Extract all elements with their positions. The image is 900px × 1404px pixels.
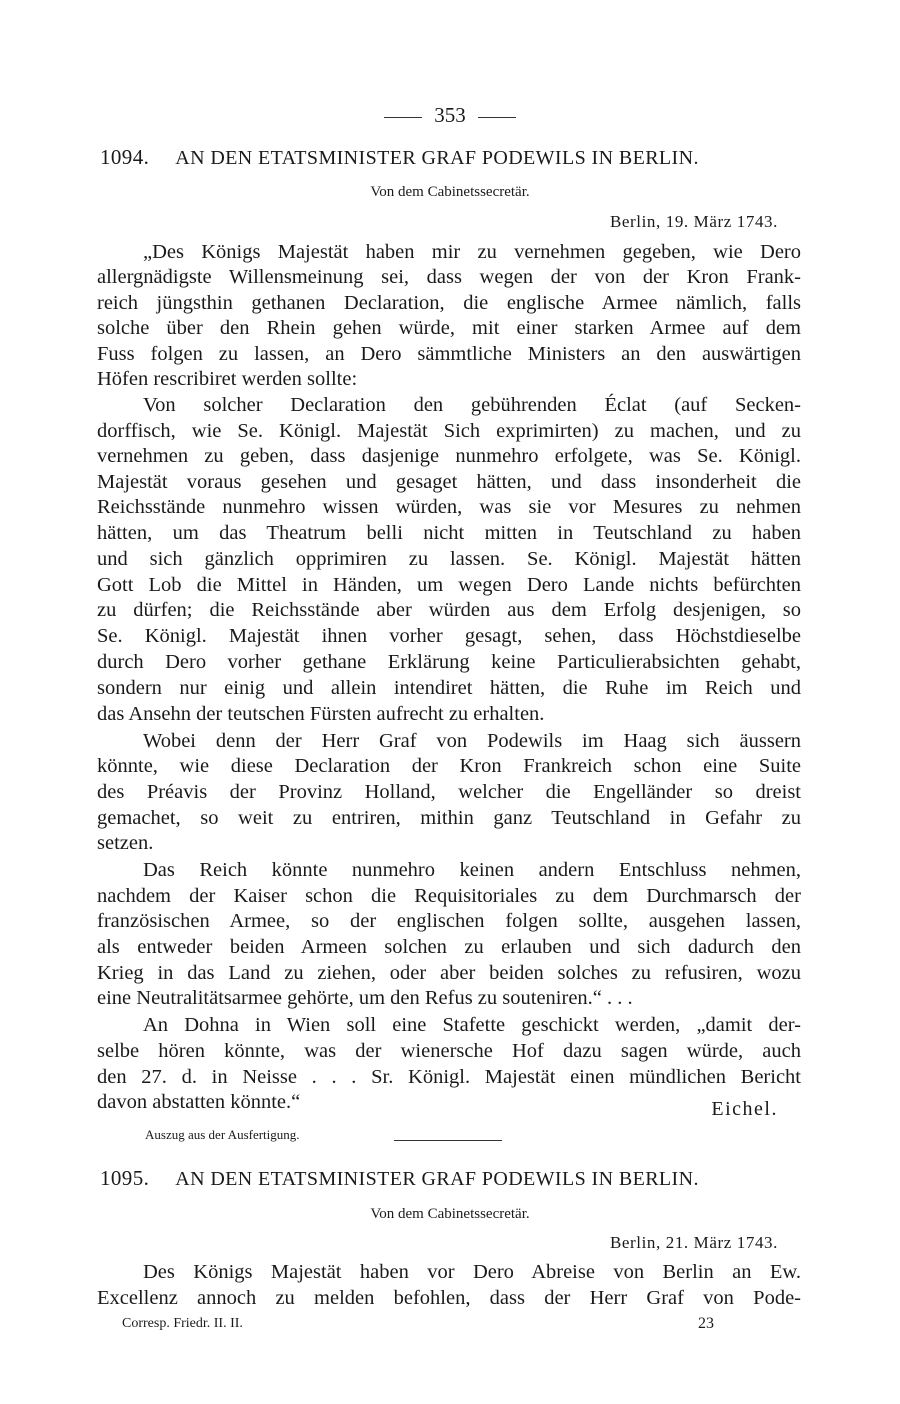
body-line: Krieg in das Land zu ziehen, oder aber beiden solches zu refusiren, wozu [97,962,801,984]
letter-title: AN DEN ETATSMINISTER GRAF PODEWILS IN BERLIN. [175,147,699,169]
body-line: „Des Königs Majestät haben mir zu vernehmen gegeben, wie Dero [143,241,801,263]
footer-signature-mark: Corresp. Friedr. II. II. [122,1316,243,1331]
body-line: Das Reich könnte nunmehro keinen andern Entschluss nehmen, [143,859,801,881]
body-line: davon abstatten könnte.“ [97,1091,301,1113]
body-line: Von solcher Declaration den gebührenden Éclat (auf Secken- [143,394,801,416]
letter-heading [100,145,810,170]
body-line: hätten, um das Theatrum belli nicht mitten in Teutschland zu haben [97,522,801,544]
letter-sender: Von dem Cabinetssecretär. [370,184,530,200]
body-line: Höfen rescribiret werden sollte: [97,368,358,390]
body-line: solche über den Rhein gehen würde, mit einer starken Armee auf dem [97,317,801,339]
letter-number: 1095. [100,1166,150,1190]
body-line: Wobei denn der Herr Graf von Podewils im Haag sich äussern [143,730,801,752]
body-line: den 27. d. in Neisse . . . Sr. Königl. Majestät einen mündlichen Bericht [97,1066,801,1088]
body-line: setzen. [97,832,154,854]
body-line: Majestät voraus gesehen und gesaget hätten, und dass insonderheit die [97,471,801,493]
body-line: nachdem der Kaiser schon die Requisitoriales zu dem Durchmarsch der [97,885,801,907]
body-line: Des Königs Majestät haben vor Dero Abreise von Berlin an Ew. [143,1261,801,1283]
body-line: sondern nur einig und allein intendiret hätten, die Ruhe im Reich und [97,677,801,699]
body-line: durch Dero vorher gethane Erklärung keine Particulierabsichten gehabt, [97,651,801,673]
body-line: das Ansehn der teutschen Fürsten aufrecht zu erhalten. [97,703,545,725]
body-line: Gott Lob die Mittel in Händen, um wegen Dero Lande nichts befürchten [97,574,801,596]
page-number-dash [478,117,516,118]
page-number-row [0,100,900,130]
body-line: Se. Königl. Majestät ihnen vorher gesagt, sehen, dass Höchstdieselbe [97,625,801,647]
body-line: zu dürfen; die Reichsstände aber würden aus dem Erfolg desjenigen, so [97,599,801,621]
body-line: An Dohna in Wien soll eine Stafette geschickt werden, „damit der- [143,1014,801,1036]
body-line: des Préavis der Provinz Holland, welcher die Engelländer so dreist [97,781,801,803]
body-line: französischen Armee, so der englischen folgen sollte, ausgehen lassen, [97,910,801,932]
body-line: und sich gänzlich opprimiren zu lassen. Se. Königl. Majestät hätten [97,548,801,570]
letter-title: AN DEN ETATSMINISTER GRAF PODEWILS IN BERLIN. [175,1168,699,1190]
body-line: Excellenz annoch zu melden befohlen, dass der Herr Graf von Pode- [97,1287,801,1309]
page-footer [122,1312,722,1336]
page-number: 353 [434,103,466,127]
body-line: gemachet, so weit zu entriren, mithin ganz Teutschland in Gefahr zu [97,807,801,829]
body-line: als entweder beiden Armeen solchen zu erlauben und sich dadurch den [97,936,801,958]
letter-number: 1094. [100,145,150,169]
letter-sender: Von dem Cabinetssecretär. [370,1206,530,1222]
body-line: Reichsstände nunmehro wissen würden, was sie vor Mesures zu nehmen [97,496,801,518]
body-line: selbe hören könnte, was der wienersche Hof dazu sagen würde, auch [97,1040,801,1062]
body-line: dorffisch, wie Se. Königl. Majestät Sich exprimirten) zu machen, und zu [97,420,801,442]
body-line: Fuss folgen zu lassen, an Dero sämmtliche Ministers an den auswärtigen [97,343,801,365]
body-line: allergnädigste Willensmeinung sei, dass wegen der von der Kron Frank- [97,266,801,288]
letter-signature: Eichel. [711,1098,778,1120]
body-line: eine Neutralitätsarmee gehörte, um den Refus zu souteniren.“ . . . [97,987,633,1009]
page-number-dash [384,117,422,118]
body-line: könnte, wie diese Declaration der Kron Frankreich schon eine Suite [97,755,801,777]
footer-sheet-number: 23 [698,1315,714,1332]
source-note: Auszug aus der Ausfertigung. [145,1127,300,1142]
letter-dateline: Berlin, 21. März 1743. [609,1233,778,1252]
body-line: reich jüngsthin gethanen Declaration, die englische Armee nämlich, falls [97,292,801,314]
letter-heading [100,1166,810,1191]
separator-rule [394,1140,502,1141]
body-line: vernehmen zu geben, dass dasjenige nunmehro erfolgete, was Se. Königl. [97,445,801,467]
letter-dateline: Berlin, 19. März 1743. [609,212,778,231]
